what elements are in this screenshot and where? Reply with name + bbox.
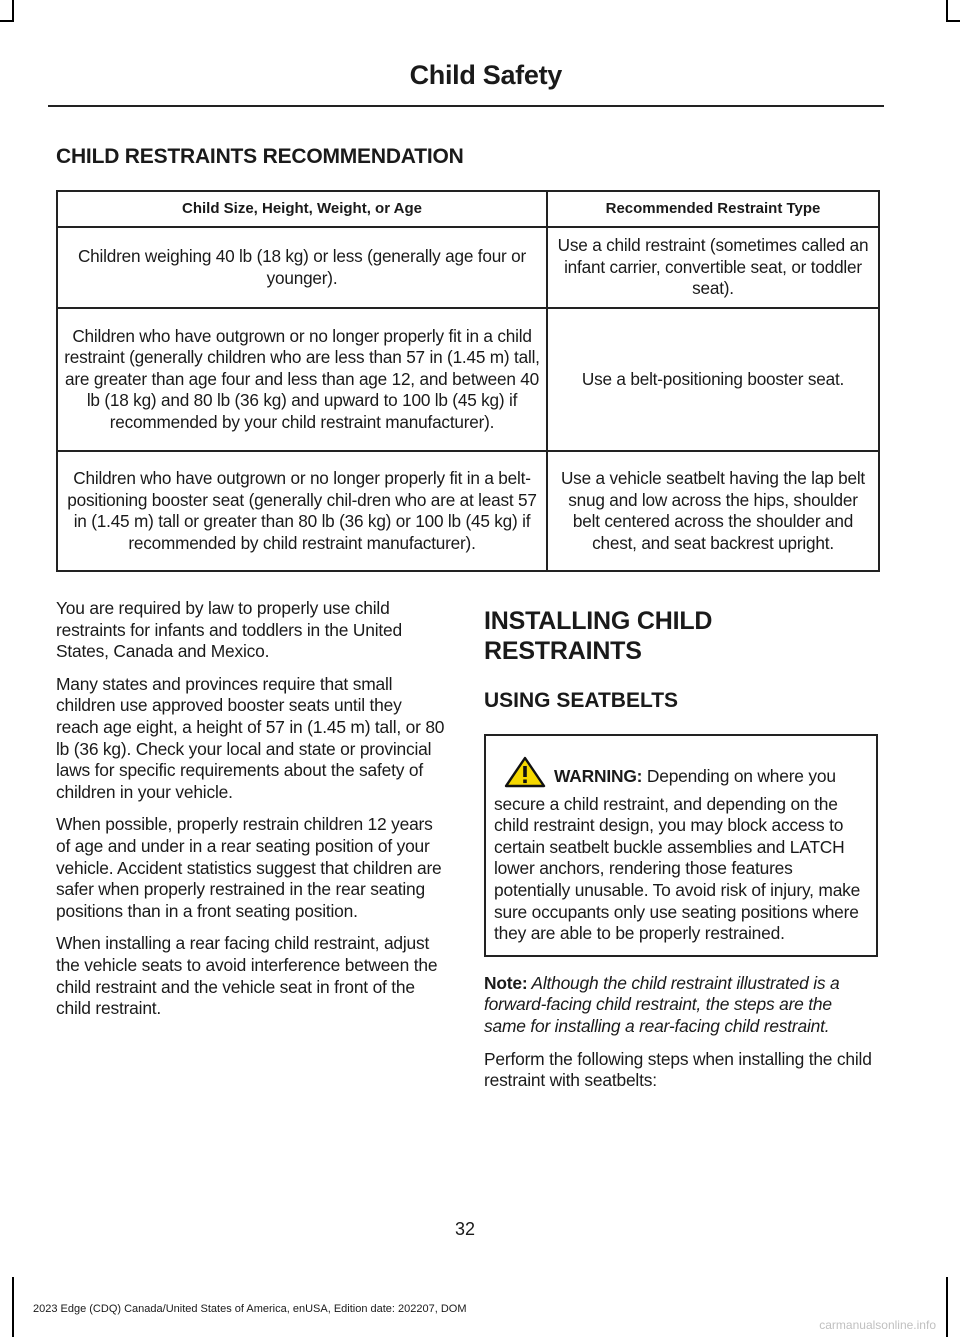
body-paragraph: Many states and provinces require that small children use approved booster seats until they reach age eight, a height of 57 in (1.45 m) tall, or 80 lb (36 kg). Check your local and state or provincial laws for specific requirements about the safety of children in your vehicle. bbox=[56, 673, 445, 802]
restraint-recommendation-table bbox=[56, 190, 880, 572]
perform-steps-text: Perform the following steps when installing the child restraint with seatbelts: bbox=[484, 1048, 872, 1091]
warning-label: WARNING: bbox=[554, 766, 643, 786]
watermark: carmanualsonline.info bbox=[819, 1318, 936, 1332]
section-heading: CHILD RESTRAINTS RECOMMENDATION bbox=[56, 145, 464, 168]
right-column bbox=[484, 606, 878, 1092]
table-header-cell: Child Size, Height, Weight, or Age bbox=[57, 191, 547, 227]
note-label: Note: bbox=[484, 972, 528, 993]
table-header-row bbox=[57, 191, 879, 227]
crop-mark bbox=[946, 1277, 948, 1337]
table-row bbox=[57, 308, 879, 451]
using-seatbelts-heading: USING SEATBELTS bbox=[484, 689, 679, 712]
warning-triangle-icon bbox=[504, 756, 546, 794]
table-header-cell: Recommended Restraint Type bbox=[547, 191, 879, 227]
page-number: 32 bbox=[454, 1219, 476, 1239]
crop-mark bbox=[946, 0, 948, 22]
note-text: Although the child restraint illustrated is a forward-facing child restraint, the steps are the same for installing a rear-facing child restraint. bbox=[484, 972, 840, 1036]
body-paragraph: When possible, properly restrain children 12 years of age and under in a rear seating position of your vehicle. Accident statistics suggest that children are safer when properly restrained in the rear seating positions than in a front seating position. bbox=[56, 814, 442, 921]
table-cell: Use a vehicle seatbelt having the lap belt snug and low across the hips, shoulder belt centered across the shoulder and chest, and seat backrest upright. bbox=[547, 451, 879, 571]
body-paragraph: When installing a rear facing child restraint, adjust the vehicle seats to avoid interference between the child restraint and the vehicle seat in front of the child restraint. bbox=[56, 933, 438, 1019]
left-column bbox=[56, 598, 448, 1031]
table-cell: Children who have outgrown or no longer properly fit in a belt-positioning booster seat (generally chil-dren who are at least 57 in (1.45 m) tall or greater than 80 lb (36 kg) or 100 lb (45 kg) if recommended by child restraint manufacturer). bbox=[57, 451, 547, 571]
table-cell: Use a child restraint (sometimes called an infant carrier, convertible seat, or toddler seat). bbox=[547, 227, 879, 308]
warning-box bbox=[484, 734, 878, 957]
table-cell: Children weighing 40 lb (18 kg) or less (generally age four or younger). bbox=[57, 227, 547, 308]
header-divider bbox=[48, 105, 884, 107]
installing-heading-line2: RESTRAINTS bbox=[484, 637, 642, 665]
installing-heading-line1: INSTALLING CHILD bbox=[484, 607, 713, 635]
note-paragraph bbox=[484, 973, 878, 1038]
crop-mark bbox=[12, 0, 14, 22]
body-paragraph: You are required by law to properly use child restraints for infants and toddlers in the United States, Canada and Mexico. bbox=[56, 598, 402, 662]
crop-mark bbox=[12, 1277, 14, 1337]
page-header-title: Child Safety bbox=[409, 60, 562, 90]
crop-mark bbox=[946, 20, 960, 22]
table-cell: Children who have outgrown or no longer properly fit in a child restraint (generally children who are less than 57 in (1.45 m) tall, are greater than age four and less than age 12, and between 40 lb (18 kg) and 80 lb (36 kg) and upward to 100 lb (45 kg) if recommended by your child restraint manufacturer). bbox=[57, 308, 547, 451]
footer-edition-info: 2023 Edge (CDQ) Canada/United States of America, enUSA, Edition date: 202207, DOM bbox=[33, 1303, 467, 1315]
crop-mark bbox=[0, 20, 14, 22]
table-row bbox=[57, 227, 879, 308]
installing-heading bbox=[484, 606, 878, 666]
table-cell: Use a belt-positioning booster seat. bbox=[547, 308, 879, 451]
warning-text: Depending on where you secure a child restraint, and depending on the child restraint design, you may block access to certain seatbelt buckle assemblies and LATCH lower anchors, rendering those features potentially unusable. To avoid risk of injury, make sure occupants only use seating positions where they are able to be properly restrained. bbox=[494, 766, 861, 944]
table-row bbox=[57, 451, 879, 571]
